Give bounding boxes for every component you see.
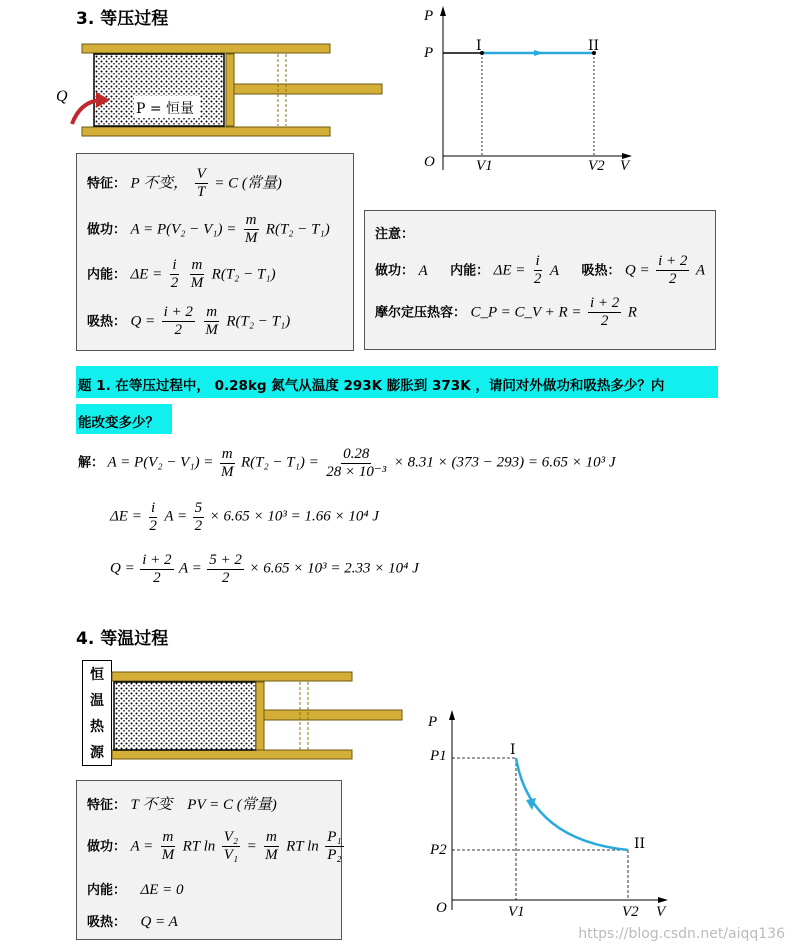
- isobaric-pv-graph: [400, 0, 640, 180]
- watermark: https://blog.csdn.net/aiqq136: [578, 926, 785, 942]
- heat-q-label: Q: [56, 88, 68, 105]
- iso-energy-row: 内能： ΔE = 0: [87, 882, 184, 898]
- m-over-m-fraction: $\frac{m}{M}$: [244, 212, 258, 246]
- work-row: 做功： A = P(V₂ − V₁) = $\frac{m}{M}$ R(T₂ − T₁): [87, 212, 330, 246]
- section-heading-isobaric: 3. 等压过程: [76, 9, 169, 29]
- isothermal-pv-graph: [420, 700, 680, 920]
- isobaric-note-box: [364, 210, 716, 350]
- graph1-p-tick: P: [424, 45, 434, 61]
- graph2-origin: O: [436, 900, 447, 916]
- iso-feature-row: 特征： T 不变 PV = C (常量): [87, 797, 277, 813]
- heat-source-box: 恒 温 热 源: [82, 660, 112, 766]
- piston-pressure-label: P = 恒量: [136, 101, 195, 117]
- isothermal-cylinder-illustration: [110, 662, 410, 766]
- graph1-v1-tick: V1: [476, 158, 493, 174]
- isobaric-cylinder-illustration: [50, 40, 390, 140]
- graph2-state-2: II: [634, 836, 646, 852]
- graph1-v2-tick: V2: [588, 158, 605, 174]
- graph1-y-axis-label: P: [424, 8, 434, 24]
- energy-row: 内能： ΔE = $\frac{i}{2}$ $\frac{m}{M}$ R(T₂ − T₁): [87, 257, 276, 291]
- graph1-origin: O: [424, 154, 435, 170]
- v-over-t-fraction: $\frac{V}{T}$: [196, 166, 206, 200]
- graph2-x-axis-label: V: [656, 904, 666, 920]
- feature-row: 特征： P 不变， $\frac{V}{T}$ = C (常量): [87, 166, 282, 200]
- graph1-x-axis-label: V: [620, 158, 630, 174]
- section-heading-isothermal: 4. 等温过程: [76, 629, 169, 649]
- problem-text-line2: 能改变多少？: [78, 415, 159, 431]
- note-work-energy-heat-row: 做功： A 内能： ΔE = $\frac{i}{2}$ A 吸热： Q = $\frac{i + 2}{2}$ A: [375, 253, 705, 287]
- graph2-v2-tick: V2: [622, 904, 639, 920]
- graph1-state-1: I: [476, 38, 482, 54]
- iso-work-row: 做功： A = $\frac{m}{M}$ RT ln $\frac{\text{V₂}}{\text{V₁}}$ = $\frac{m}{M}$ RT ln $\frac{\text{P₁}}{\text{P₂}}$: [87, 829, 342, 863]
- graph2-v1-tick: V1: [508, 904, 525, 920]
- solution-line3: Q = $\frac{i + 2}{2}$ A = $\frac{5 + 2}{2}$ × 6.65 × 10³ = 2.33 × 10⁴ J: [110, 552, 419, 586]
- graph2-state-1: I: [510, 742, 516, 758]
- solution-line2: ΔE = $\frac{i}{2}$ A = $\frac{5}{2}$ × 6.65 × 10³ = 1.66 × 10⁴ J: [110, 500, 379, 534]
- isothermal-features-box: [76, 780, 342, 940]
- note-title: 注意：: [375, 227, 415, 242]
- graph2-p2-tick: P2: [430, 842, 447, 858]
- graph2-y-axis-label: P: [428, 714, 438, 730]
- graph2-p1-tick: P1: [430, 748, 447, 764]
- problem-text-line1: 题 1. 在等压过程中， 0.28kg 氮气从温度 293K 膨胀到 373K ，请问对外做功和吸热多少？内: [78, 378, 665, 394]
- solution-line1: 解： A = P(V₂ − V₁) = $\frac{m}{M}$ R(T₂ − T₁) = $\frac{0.28}{\text{28 × 10⁻³}}$ × 8.31 × (373 − 293) = 6.65 × 10³ J: [78, 446, 616, 480]
- graph1-state-2: II: [588, 38, 600, 54]
- iso-heat-row: 吸热： Q = A: [87, 914, 178, 930]
- heat-row: 吸热： Q = $\frac{i + 2}{2}$ $\frac{m}{M}$ R(T₂ − T₁): [87, 304, 291, 338]
- note-molar-heat-row: 摩尔定压热容： C_P = C_V + R = $\frac{i + 2}{2}$ R: [375, 295, 637, 329]
- isobaric-features-box: [76, 153, 354, 351]
